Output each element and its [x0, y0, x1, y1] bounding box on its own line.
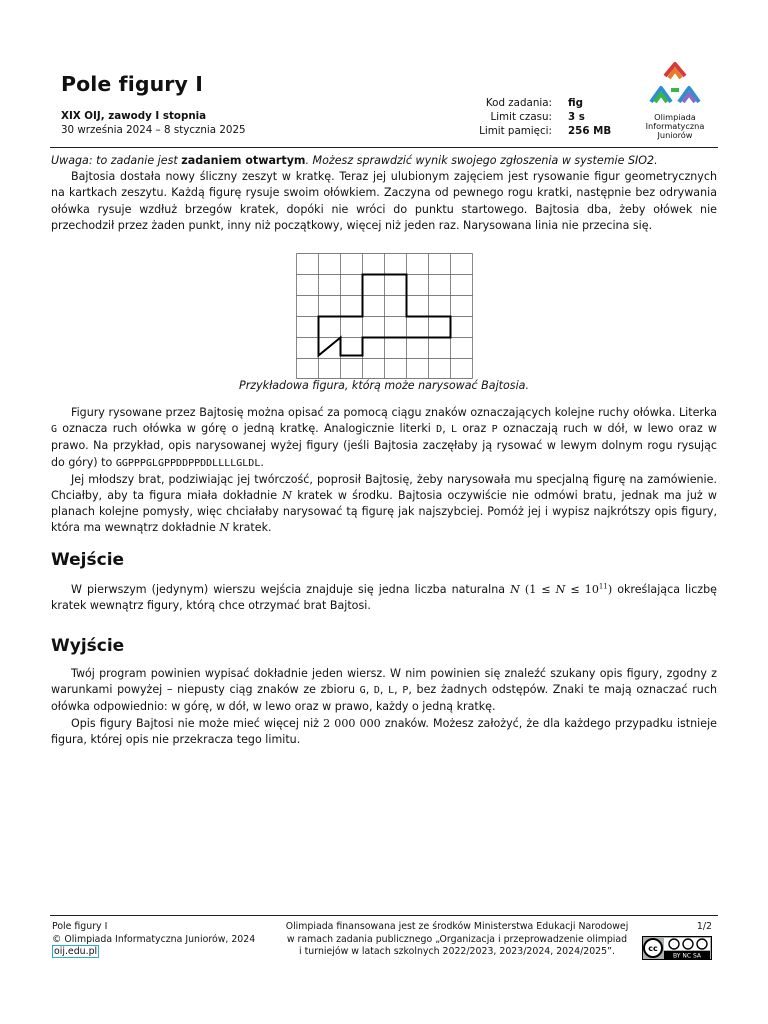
length-limit: 2 000 000 — [323, 716, 381, 730]
site-link[interactable]: oij.edu.pl — [54, 946, 98, 957]
var-n: N — [282, 489, 292, 503]
page-number: 1/2 — [696, 921, 712, 932]
var-n: N — [510, 583, 520, 596]
text: kratek w środku. Bajtosia oczywiście nie odmówi bratu, jednak ma już w planach kolejne pomysły, więc chciałaby narysować tą figurę jak najszybciej. Pomóż jej i wypisz najkrótszy opis figury, która ma wewnątrz dokładnie — [51, 489, 717, 535]
text: kratek. — [229, 521, 272, 535]
footer-funding — [276, 921, 638, 959]
meta-value: fig — [568, 97, 584, 109]
header-divider — [50, 147, 718, 148]
constraint-exponent: 11 — [598, 582, 608, 591]
cc-badge-label: BY NC SA — [673, 952, 701, 959]
letter-d: D — [373, 685, 380, 697]
input-section — [51, 582, 717, 614]
letter-g: G — [51, 424, 58, 436]
input-heading: Wejście — [51, 550, 125, 570]
note-text: . Możesz sprawdzić wynik swojego zgłoszenia w systemie SIO2. — [305, 154, 658, 167]
text: Jej młodszy brat, podziwiając jej twórczość, poprosił Bajtosię, żeby narysowała mu specjalną figurę na zamówienie. Chciałby, aby ta figura miała dokładnie — [51, 472, 717, 503]
text: oznaczają ruch w dół, w lewo oraz w prawo. Na przykład, opis narysowanej wyżej figury (jeśli Bajtosia zaczęłaby ją rysować w lewym dolnym rogu rysując do góry) to — [51, 422, 717, 469]
contest-info — [61, 109, 246, 137]
output-paragraph — [51, 666, 717, 716]
logo-line: Olimpiada — [654, 112, 696, 122]
footer-left — [52, 921, 255, 959]
task-meta — [440, 96, 611, 138]
example-figure — [296, 253, 473, 382]
footer-divider — [50, 915, 718, 916]
letter-g: G — [359, 685, 366, 697]
letter-l: L — [451, 424, 458, 436]
text: oraz — [457, 422, 492, 436]
cc-icon — [642, 936, 712, 960]
limit-paragraph — [51, 716, 717, 748]
meta-value: 3 s — [568, 111, 585, 123]
constraint: ) — [607, 583, 613, 596]
description-section — [51, 405, 717, 537]
funding-line: Olimpiada finansowana jest ze środków Ministerstwa Edukacji Narodowej — [285, 921, 629, 932]
cc-license-badge[interactable] — [642, 936, 712, 965]
footer-right — [640, 921, 712, 964]
text: , — [365, 683, 374, 697]
letter-p: P — [491, 424, 498, 436]
figure-caption: Przykładowa figura, którą może narysować Bajtosia. — [239, 379, 529, 392]
intro-section — [51, 153, 717, 234]
svg-text:cc: cc — [648, 943, 658, 953]
logo-line: Juniorów — [657, 130, 693, 140]
encoding-paragraph — [51, 405, 717, 472]
text: znaków. Możesz założyć, że dla każdego przypadku istnieje figura, której opis nie przekracza tego limitu. — [51, 716, 717, 746]
text: oznacza ruch ołówka w górę o jedną kratkę. Analogicznie literki — [57, 422, 437, 436]
logo-text — [643, 113, 707, 140]
oij-logo-icon — [643, 60, 707, 108]
letter-d: D — [436, 424, 443, 436]
meta-row-time — [440, 110, 611, 124]
text: Twój program powinien wypisać dokładnie jeden wiersz. W nim powinien się znaleźć szukany opis figury, zgodny z warunkami powyżej – niepusty ciąg znaków ze zbioru — [51, 667, 717, 697]
var-n: N — [219, 521, 230, 535]
constraint: (1 ≤ — [519, 583, 556, 596]
text: , bez żadnych odstępów. Znaki te mają oznaczać ruch ołówka odpowiednio: w górę, w dół, w lewo oraz w prawo, każdy o jedną kratkę. — [51, 683, 717, 714]
open-task-note — [51, 153, 717, 169]
footer-copyright: © Olimpiada Informatyczna Juniorów, 2024 — [52, 933, 256, 945]
footer-task-title: Pole figury I — [52, 921, 108, 932]
text: W pierwszym (jedynym) wierszu wejścia znajduje się jedna liczba naturalna — [71, 583, 511, 596]
output-section — [51, 666, 717, 748]
text: , — [442, 422, 452, 436]
page-title: Pole figury I — [61, 72, 203, 96]
brother-paragraph — [51, 472, 717, 537]
meta-value: 256 MB — [568, 125, 612, 137]
output-heading: Wyjście — [51, 636, 125, 656]
meta-key: Kod zadania: — [485, 97, 552, 109]
contest-dates: 30 września 2024 – 8 stycznia 2025 — [61, 124, 246, 136]
input-paragraph — [51, 582, 717, 614]
text: określająca liczbę kratek wewnątrz figury, którą chce otrzymać brat Bajtosi. — [51, 583, 718, 613]
funding-line: i turniejów w latach szkolnych 2022/2023, 2023/2024, 2024/2025”. — [299, 946, 615, 957]
story-paragraph: Bajtosia dostała nowy śliczny zeszyt w kratkę. Teraz jej ulubionym zajęciem jest rysowanie figur geometrycznych na kartkach zeszytu. Każdą figurę rysuje swoim ołówkiem. Zaczyna od pewnego rogu kratki, następnie bez odrywania ołówka rysuje wzdłuż brzegów kratek, dopóki nie wróci do punktu startowego. Bajtosia dba, żeby ołówek nie przechodził przez żaden punkt, inny niż początkowy, więcej niż jeden raz. Narysowana linia nie przecina się. — [51, 170, 717, 232]
text: . — [260, 455, 264, 469]
note-bold: zadaniem otwartym — [181, 154, 306, 167]
text: , — [379, 683, 389, 697]
text: , — [394, 683, 403, 697]
meta-key: Limit czasu: — [490, 111, 552, 123]
letter-p: P — [402, 685, 409, 697]
letter-l: L — [388, 685, 395, 697]
text: Figury rysowane przez Bajtosię można opisać za pomocą ciągu znaków oznaczających kolejne ruchy ołówka. Literka — [71, 406, 717, 419]
text: Opis figury Bajtosi nie może mieć więcej niż — [71, 716, 324, 730]
meta-row-code — [440, 96, 611, 110]
funding-line: w ramach zadania publicznego „Organizacja i przeprowadzenie olimpiad — [286, 933, 628, 945]
contest-name: XIX OIJ, zawody I stopnia — [61, 110, 207, 122]
note-text: Uwaga: to zadanie jest — [51, 154, 182, 167]
grid-figure — [296, 253, 473, 379]
meta-key: Limit pamięci: — [479, 125, 552, 137]
example-code: GGPPPGLGPPDDPPDDLLLLGLDL — [115, 457, 261, 469]
meta-row-memory — [440, 124, 611, 138]
logo-line: Informatyczna — [645, 121, 705, 131]
oij-logo — [643, 60, 707, 140]
constraint: ≤ 10 — [565, 583, 599, 596]
var-n: N — [555, 583, 566, 596]
